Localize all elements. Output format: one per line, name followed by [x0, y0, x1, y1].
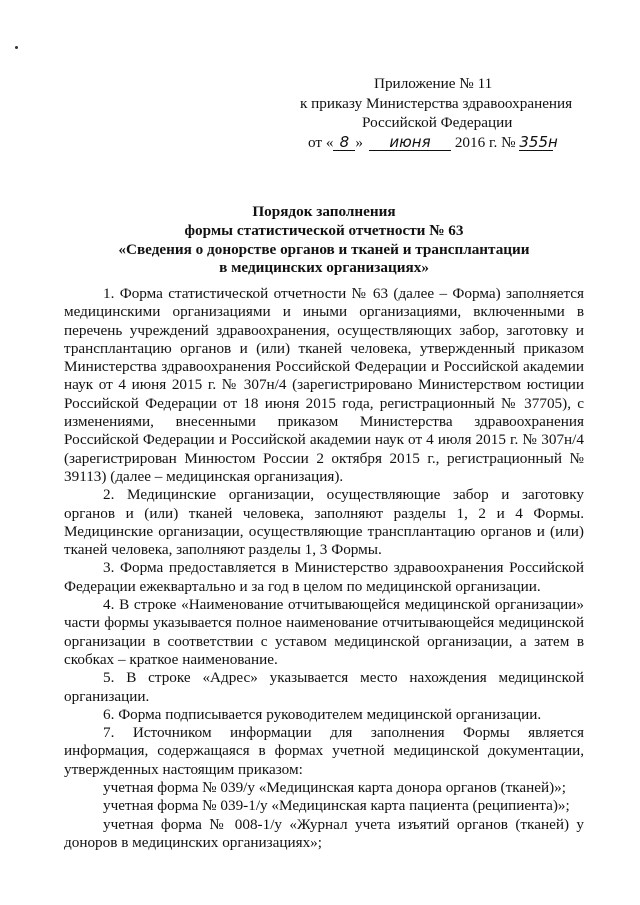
- list-item-form-039: учетная форма № 039/у «Медицинская карта донора органов (тканей)»;: [103, 779, 566, 797]
- title-line-3: «Сведения о донорстве органов и тканей и трансплантации: [118, 240, 530, 258]
- paragraph-2: 2. Медицинские организации, осуществляющие забор и заготовку органов и (или) тканей человека, заполняют разделы 1, 2 и 4 Формы. Медицинские организации, осуществляющие трансплантацию органов и (или) тканей человека, заполняют разделы 1, 3 Формы.: [64, 486, 584, 559]
- paragraph-5: 5. В строке «Адрес» указывается место нахождения медицинской организации.: [64, 669, 584, 705]
- date-prefix: от «: [308, 133, 334, 151]
- handwritten-order-number: 355н: [519, 132, 558, 151]
- title-line-2: формы статистической отчетности № 63: [184, 221, 464, 239]
- handwritten-month: июня: [369, 134, 451, 151]
- scan-speck: [15, 46, 18, 49]
- annex-number: Приложение № 11: [374, 75, 493, 92]
- paragraph-6: 6. Форма подписывается руководителем медицинской организации.: [103, 705, 542, 723]
- annex-header: [300, 74, 590, 152]
- date-mid: »: [355, 133, 364, 151]
- title-line-1: Порядок заполнения: [252, 203, 396, 220]
- list-item-form-039-1: учетная форма № 039-1/у «Медицинская карта пациента (реципиента)»;: [103, 797, 570, 815]
- title-line-4: в медицинских организациях»: [219, 259, 429, 277]
- paragraph-7: 7. Источником информации для заполнения Формы является информация, содержащаяся в формах учетной медицинской документации, утвержденных настоящим приказом:: [64, 724, 584, 778]
- handwritten-day: 8: [333, 134, 355, 151]
- paragraph-4: 4. В строке «Наименование отчитывающейся медицинской организации» части формы указывается полное наименование отчитывающейся медицинской организации в соответствии с уставом медицинской организации, а затем в скобках – краткое наименование.: [64, 596, 584, 668]
- date-year: 2016 г. №: [454, 133, 516, 151]
- paragraph-3: 3. Форма предоставляется в Министерство здравоохранения Российской Федерации ежеквартально и за год в целом по медицинской организации.: [64, 559, 584, 595]
- annex-date-line: [300, 133, 590, 153]
- annex-order-ref: к приказу Министерства здравоохранения: [300, 94, 573, 112]
- annex-federation: Российской Федерации: [362, 114, 513, 131]
- document-title: [64, 203, 584, 278]
- paragraph-1: 1. Форма статистической отчетности № 63 (далее – Форма) заполняется медицинскими организациями и иными организациями, включенными в перечень учреждений здравоохранения, осуществляющих забор, заготовку и трансплантацию органов и (или) тканей человека, утвержденный приказом Министерства здравоохранения Российской Федерации и Российской академии наук от 4 июня 2015 г. № 307н/4 (зарегистрировано Министерством юстиции Российской Федерации от 18 июня 2015 года, регистрационный № 37705), с изменениями, внесенными приказом Министерства здравоохранения Российской Федерации и Российской академии наук от 4 июля 2015 г. № 307н/4 (зарегистрирован Минюстом России 2 октября 2015 г., регистрационный № 39113) (далее – медицинская организация).: [64, 285, 584, 485]
- list-item-form-008-1: учетная форма № 008-1/у «Журнал учета изъятий органов (тканей) у доноров в медицинских организациях»;: [64, 815, 584, 851]
- document-body: [64, 285, 584, 852]
